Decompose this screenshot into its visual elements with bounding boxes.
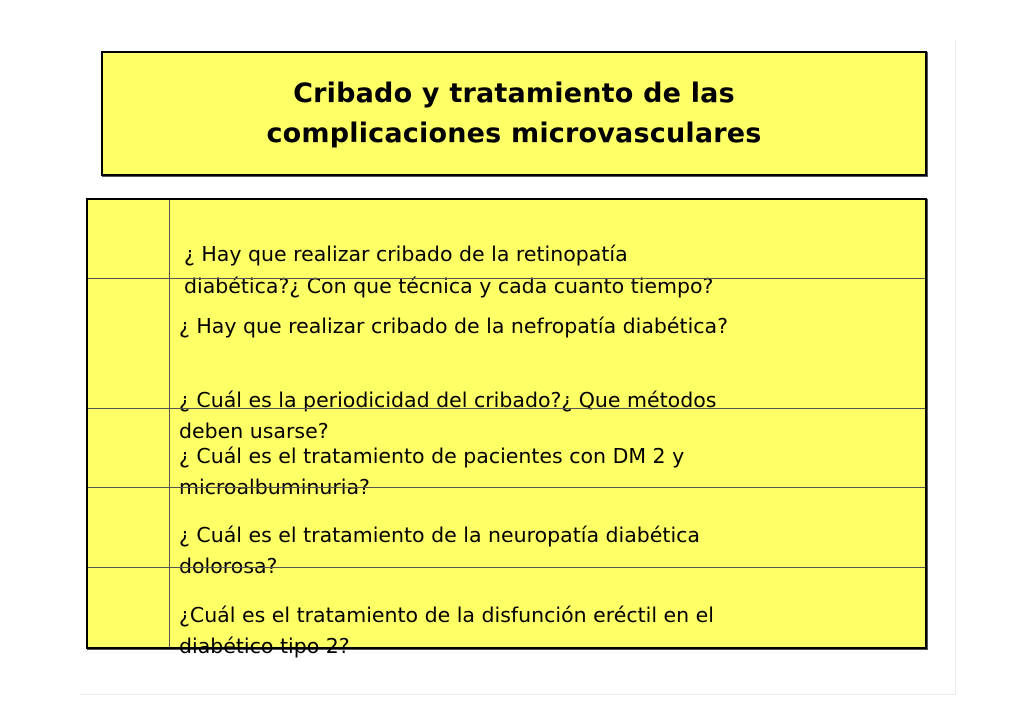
question-row bbox=[88, 408, 925, 499]
question-number-cell bbox=[88, 409, 170, 487]
question-row bbox=[88, 278, 925, 443]
question-row bbox=[88, 487, 925, 578]
question-text: ¿ Hay que realizar cribado de la nefropatía diabética? bbox=[179, 314, 728, 338]
questions-table bbox=[86, 198, 927, 658]
question-number-cell bbox=[88, 200, 170, 278]
slide-title: Cribado y tratamiento de las complicaciones microvasculares bbox=[266, 77, 762, 149]
question-text: ¿ Cuál es el tratamiento de pacientes con DM 2 y microalbuminuria? bbox=[179, 444, 685, 499]
question-number-cell bbox=[88, 568, 170, 647]
slide-edge-right bbox=[955, 40, 956, 695]
question-text-cell bbox=[170, 200, 925, 298]
title-box bbox=[101, 51, 927, 176]
question-text: ¿ Cuál es el tratamiento de la neuropatía diabética dolorosa? bbox=[179, 523, 700, 578]
question-number-cell bbox=[88, 279, 170, 408]
question-text: ¿ Cuál es la periodicidad del cribado?¿ Que métodos deben usarse? bbox=[179, 388, 717, 443]
question-text-cell bbox=[170, 568, 925, 658]
question-number-cell bbox=[88, 488, 170, 567]
question-text-cell bbox=[170, 488, 925, 578]
question-row bbox=[88, 200, 925, 298]
question-text: ¿Cuál es el tratamiento de la disfunción eréctil en el diabético tipo 2? bbox=[179, 603, 714, 658]
slide-edge-bottom bbox=[80, 694, 956, 695]
question-text: ¿ Hay que realizar cribado de la retinopatía diabética?¿ Con que técnica y cada cuanto tiempo? bbox=[184, 242, 714, 298]
question-row bbox=[88, 567, 925, 658]
question-text-cell bbox=[170, 279, 925, 443]
question-text-cell bbox=[170, 409, 925, 499]
